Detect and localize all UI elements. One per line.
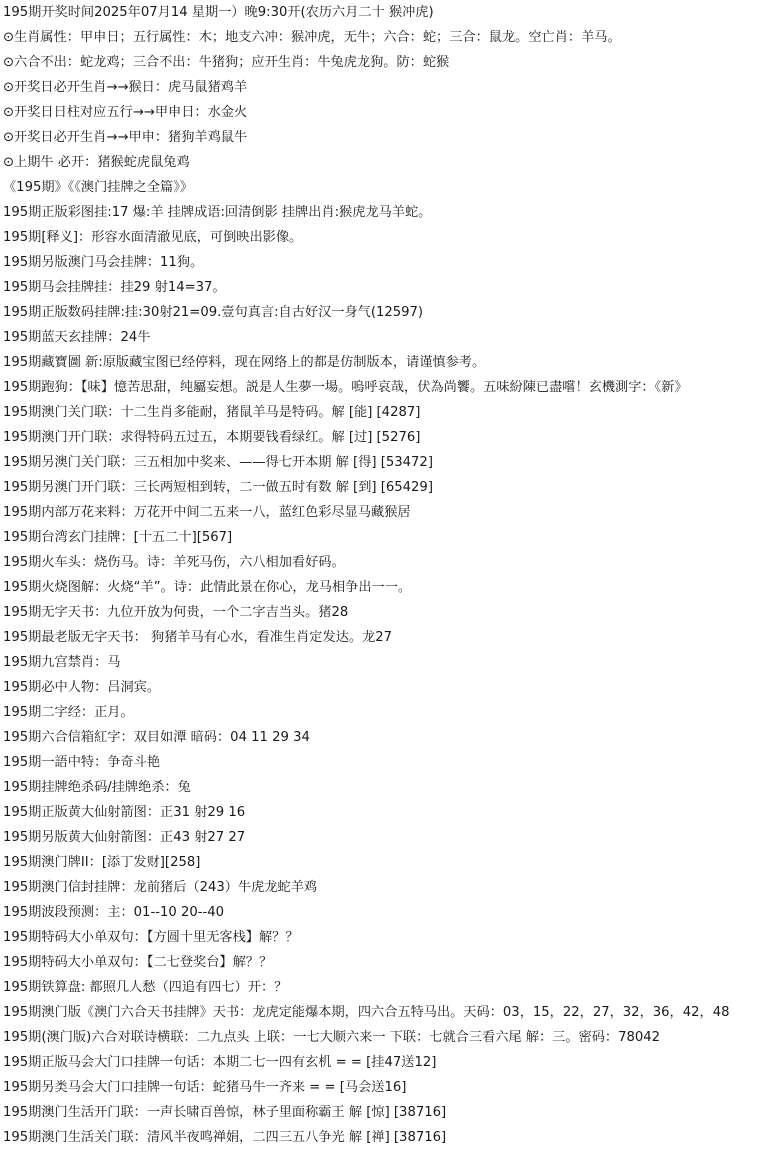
text-line: 195期正版马会大门口挂牌一句话：本期二七一四有玄机 = = [挂47送12] xyxy=(3,1055,437,1070)
text-line: 195期铁算盘: 都照几人愁（四追有四七）开：？ xyxy=(3,980,288,995)
liuhe-exclusion-line: ⊙六合不出：蛇龙鸡；三合不出：牛猪狗；应开生肖：牛兔虎龙狗。防：蛇猴 xyxy=(3,55,450,70)
last-period-line: ⊙上期牛 必开：猪猴蛇虎鼠兔鸡 xyxy=(3,155,190,170)
text-line: 195期台湾玄门挂牌：[十五二十][567] xyxy=(3,530,233,545)
text-line: 195期澳门牌II：[添丁发财][258] xyxy=(3,855,201,870)
jiashen-line: ⊙开奖日必开生肖→→甲申：猪狗羊鸡鼠牛 xyxy=(3,130,248,145)
text-line: 195期澳门生活开门联：一声长啸百兽惊，林子里面称霸王 解 [惊] [38716] xyxy=(3,1105,447,1120)
text-line: 195期火烧图解：火烧“羊”。诗：此情此景在你心，龙马相争出一一。 xyxy=(3,580,412,595)
text-line: 195期最老版无字天书： 狗猪羊马有心水，看准生肖定发达。龙27 xyxy=(3,630,393,645)
text-line: 195期藏寶圖 新:原版藏宝图已经停料，现在网络上的都是仿制版本，请谨慎参考。 xyxy=(3,355,486,370)
text-line: 195期必中人物：吕洞宾。 xyxy=(3,680,161,695)
text-line: 195期澳门版《澳门六合天书挂牌》天书：龙虎定能爆本期，四六合五特马出。天码：03，15，22，27，32，36，42，48 xyxy=(3,1005,730,1020)
text-line: 195期特码大小单双句：【二七登奖台】解？？ xyxy=(3,955,273,970)
text-line: 195期[释义]：形容水面清澈见底，可倒映出影像。 xyxy=(3,230,303,245)
text-line: 195期另澳门开门联：三长两短相到转，二一做五时有数 解 [到] [65429] xyxy=(3,480,433,495)
text-line: 195期马会挂牌挂：挂29 射14=37。 xyxy=(3,280,226,295)
section-heading: 《195期》《《澳门挂牌之全篇》》 xyxy=(3,180,193,195)
text-line: 195期无字天书：九位开放为何贵，一个二字吉当头。猪28 xyxy=(3,605,349,620)
text-line: 195期澳门生活关门联：清风半夜鸣禅娟，二四三五八争光 解 [禅] [38716] xyxy=(3,1130,447,1145)
text-line: 195期(澳门版)六合对联诗横联：二九点头 上联：一七大顺六来一 下联：七就合三看六尾 解：三。密码：78042 xyxy=(3,1030,661,1045)
text-line: 195期特码大小单双句：【方圆十里无客栈】解？？ xyxy=(3,930,299,945)
text-line: 195期波段预测：主：01--10 20--40 xyxy=(3,905,225,920)
text-line: 195期六合信箱紅字：双目如潭 暗码：04 11 29 34 xyxy=(3,730,310,745)
text-line: 195期正版数码挂牌:挂:30射21=09.壹句真言:自古好汉一身气(12597) xyxy=(3,305,424,320)
text-line: 195期澳门关门联：十二生肖多能耐，猪鼠羊马是特码。解 [能] [4287] xyxy=(3,405,421,420)
text-line: 195期蓝天玄挂牌：24牛 xyxy=(3,330,151,345)
text-line: 195期另澳门关门联：三五相加中奖来、——得七开本期 解 [得] [53472] xyxy=(3,455,433,470)
text-line: 195期澳门信封挂牌：龙前猪后（243）牛虎龙蛇羊鸡 xyxy=(3,880,318,895)
text-line: 195期正版彩图挂:17 爆:羊 挂牌成语:回清倒影 挂牌出肖:猴虎龙马羊蛇。 xyxy=(3,205,432,220)
text-line: 195期九宫禁肖：马 xyxy=(3,655,121,670)
text-line: 195期正版黄大仙射箭图：正31 射29 16 xyxy=(3,805,246,820)
text-line: 195期另类马会大门口挂牌一句话：蛇猪马牛一齐来 = = [马会送16] xyxy=(3,1080,407,1095)
zodiac-attribute-line: ⊙生肖属性：甲申日；五行属性：木；地支六冲：猴冲虎，无牛；六合：蛇；三合：鼠龙。空亡肖：羊马。 xyxy=(3,30,621,45)
text-line: 195期挂牌绝杀码/挂牌绝杀：兔 xyxy=(3,780,191,795)
monkey-day-line: ⊙开奖日必开生肖→→猴日：虎马鼠猪鸡羊 xyxy=(3,80,248,95)
text-line: 195期二字经：正月。 xyxy=(3,705,134,720)
draw-time-line: 195期开奖时间2025年07月14 星期一）晚9:30开(农历六月二十 猴冲虎) xyxy=(3,5,434,20)
text-line: 195期火车头：烧伤马。诗：羊死马伤，六八相加看好码。 xyxy=(3,555,345,570)
text-line: 195期内部万花来料：万花开中间二五来一八，蓝红色彩尽显马藏猴居 xyxy=(3,505,411,520)
five-elements-line: ⊙开奖日日柱对应五行→→甲申日：水金火 xyxy=(3,105,248,120)
text-line: 195期另版澳门马会挂牌：11狗。 xyxy=(3,255,204,270)
text-line: 195期另版黄大仙射箭图：正43 射27 27 xyxy=(3,830,246,845)
text-line: 195期跑狗：【味】憶苦思甜，纯屬妄想。説是人生夢一場。嗚呼哀哉，伏為尚饗。五味紛陳已盡嚐！玄機測字：《新》 xyxy=(3,380,688,395)
text-line: 195期一語中特：争奇斗艳 xyxy=(3,755,161,770)
text-line: 195期澳门开门联：求得特码五过五，本期要钱看绿红。解 [过] [5276] xyxy=(3,430,421,445)
